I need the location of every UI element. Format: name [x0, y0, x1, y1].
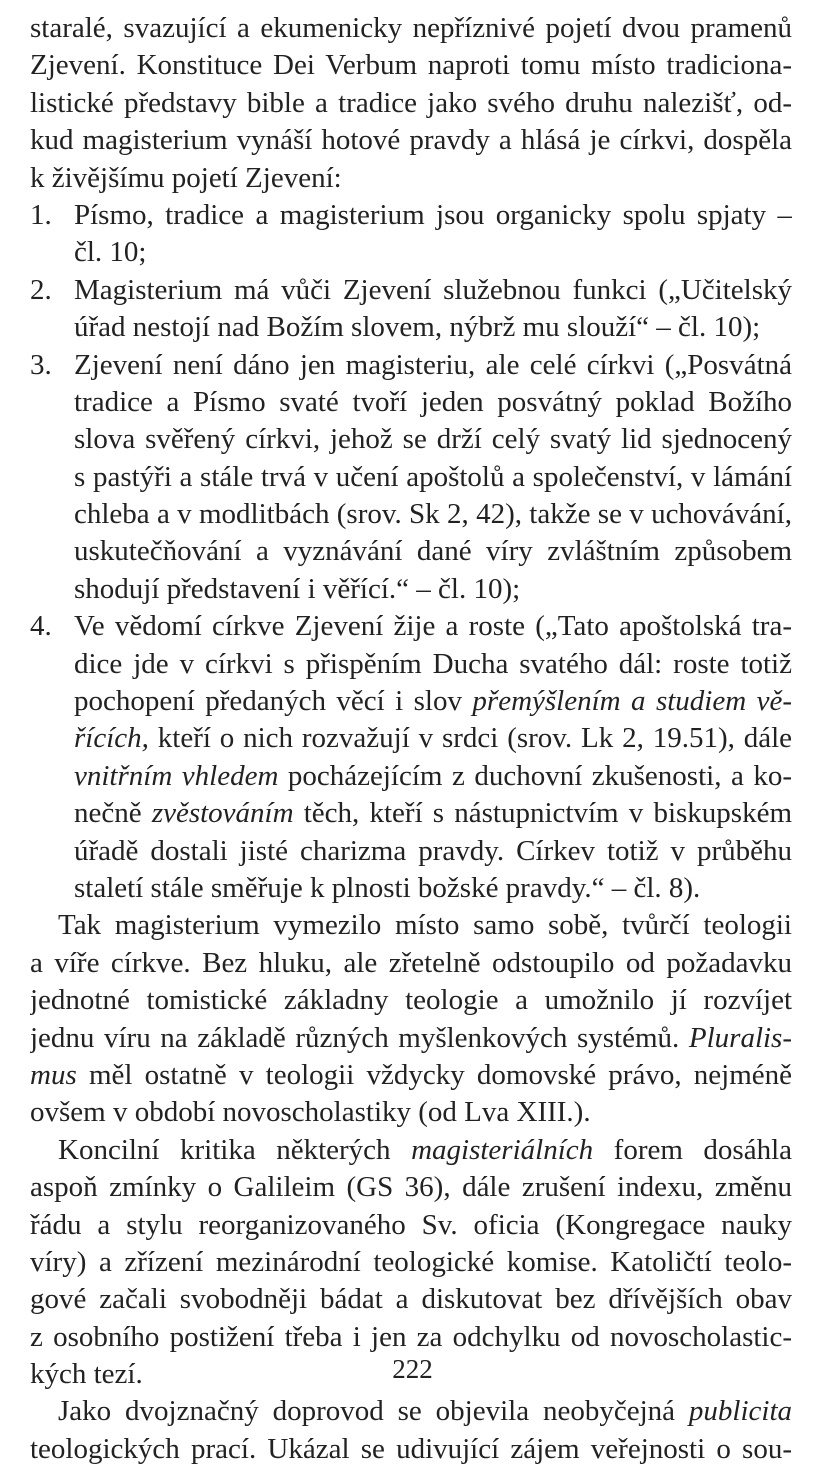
text-span: těch, kteří s nástupnictvím v biskupském	[303, 797, 792, 830]
italic-span: mus	[30, 1058, 77, 1091]
list-number: 4.	[30, 610, 52, 643]
text-line	[30, 1393, 792, 1430]
text-line	[30, 1020, 792, 1057]
list-number: 2.	[30, 273, 52, 306]
list-item-line	[30, 758, 792, 795]
text-span: pocházejícím z duchovní zkušenosti, a ko-	[287, 759, 792, 792]
list-item-line	[30, 683, 792, 720]
list-item-line: tradice a Písmo svaté tvoří jeden posvátný poklad Božího	[74, 385, 792, 418]
text-line: staralé, svazující a ekumenicky nepříznivé pojetí dvou pramenů	[30, 12, 792, 44]
text-line: z osobního postižení třeba i jen za odchylku od novoscholastic-	[30, 1320, 792, 1353]
text-line	[30, 1132, 792, 1169]
italic-span: řících,	[74, 722, 149, 755]
page-body	[30, 10, 792, 1468]
text-span: kteří o nich rozvažují v srdci (srov. Lk 2, 19.51), dále	[157, 722, 792, 755]
list-item-line: dice jde v církvi s přispěním Ducha svatého dál: roste totiž	[74, 647, 792, 680]
text-line: řádu a stylu reorganizovaného Sv. oficia (Kongregace nauky	[30, 1208, 792, 1241]
list-item-line: slova svěřený církvi, jehož se drží celý svatý lid sjednocený	[74, 423, 792, 456]
text-line	[30, 1057, 792, 1094]
text-span: Zjevení není dáno jen magisteriu, ale celé církvi („Posvátná	[74, 348, 792, 381]
list-item-line: chleba a v modlitbách (srov. Sk 2, 42), takže se v uchovávání,	[74, 498, 792, 531]
italic-span: zvěstováním	[151, 797, 294, 830]
text-line: kud magisterium vynáší hotové pravdy a hlásá je církvi, dospěla	[30, 124, 792, 157]
text-span: Ve vědomí církve Zjevení žije a roste („Tato apoštolská tra-	[74, 610, 792, 643]
italic-span: Pluralis-	[688, 1021, 792, 1054]
list-item-line: čl. 10;	[74, 236, 147, 269]
text-span: Jako dvojznačný doprovod se objevila neobyčejná	[58, 1395, 676, 1428]
text-line: aspoň zmínky o Galileim (GS 36), dále zrušení indexu, změnu	[30, 1171, 792, 1204]
italic-span: publicita	[688, 1395, 792, 1428]
italic-span: magisteriálních	[411, 1133, 594, 1166]
list-item-line	[30, 272, 792, 309]
list-number: 1.	[30, 198, 52, 231]
text-span: Magisterium má vůči Zjevení služebnou funkci („Učitelský	[74, 273, 792, 306]
list-item-line: úřad nestojí nad Božím slovem, nýbrž mu slouží“ – čl. 10);	[74, 311, 761, 344]
text-span: nečně	[74, 797, 142, 830]
list-item-line	[30, 720, 792, 757]
list-item-line: shodují představení i věřící.“ – čl. 10);	[74, 572, 521, 605]
list-item-line: úřadě dostali jisté charizma pravdy. Církev totiž v průběhu	[74, 834, 792, 867]
list-item-line	[30, 795, 792, 832]
text-line: víry) a zřízení mezinárodní teologické komise. Katoličtí teolo-	[30, 1245, 792, 1278]
list-item-line	[30, 197, 792, 234]
text-span: Písmo, tradice a magisterium jsou organicky spolu spjaty –	[74, 198, 792, 231]
text-span: měl ostatně v teologii vždycky domovské právo, nejméně	[88, 1058, 792, 1091]
text-line: Tak magisterium vymezilo místo samo sobě, tvůrčí teologii	[58, 909, 792, 942]
text-span: jednu víru na základě různých myšlenkových systémů.	[30, 1021, 680, 1054]
text-span: pochopení předaných věcí i slov	[74, 685, 462, 718]
text-line: Zjevení. Konstituce Dei Verbum naproti tomu místo tradiciona-	[30, 49, 792, 82]
italic-span: vnitřním vhledem	[74, 759, 279, 792]
text-line: kých tezí.	[30, 1358, 143, 1391]
text-line: teologických prací. Ukázal se udivující zájem veřejnosti o sou-	[30, 1432, 792, 1465]
text-line: gové začali svobodněji bádat a diskutovat bez dřívějších obav	[30, 1283, 792, 1316]
text-line: ovšem v období novoscholastiky (od Lva XIII.).	[30, 1096, 591, 1129]
page-number: 222	[392, 1354, 433, 1384]
list-number: 3.	[30, 348, 52, 381]
text-line: a víře církve. Bez hluku, ale zřetelně odstoupilo od požadavku	[30, 946, 792, 979]
list-item-line	[30, 347, 792, 384]
text-span: forem dosáhla	[613, 1133, 792, 1166]
list-item-line	[30, 608, 792, 645]
text-line: k živějšímu pojetí Zjevení:	[30, 161, 342, 194]
list-item-line: s pastýři a stále trvá v učení apoštolů a společenství, v lámání	[74, 460, 792, 493]
text-span: Koncilní kritika některých	[58, 1133, 391, 1166]
list-item-line: staletí stále směřuje k plnosti božské pravdy.“ – čl. 8).	[74, 871, 701, 904]
list-item-line: uskutečňování a vyznávání dané víry zvláštním způsobem	[74, 535, 792, 568]
text-line: listické představy bible a tradice jako svého druhu nalezišť, od-	[30, 86, 792, 119]
text-line: jednotné tomistické základny teologie a umožnilo jí rozvíjet	[30, 984, 792, 1017]
italic-span: přemýšlením a studiem vě-	[472, 685, 792, 718]
